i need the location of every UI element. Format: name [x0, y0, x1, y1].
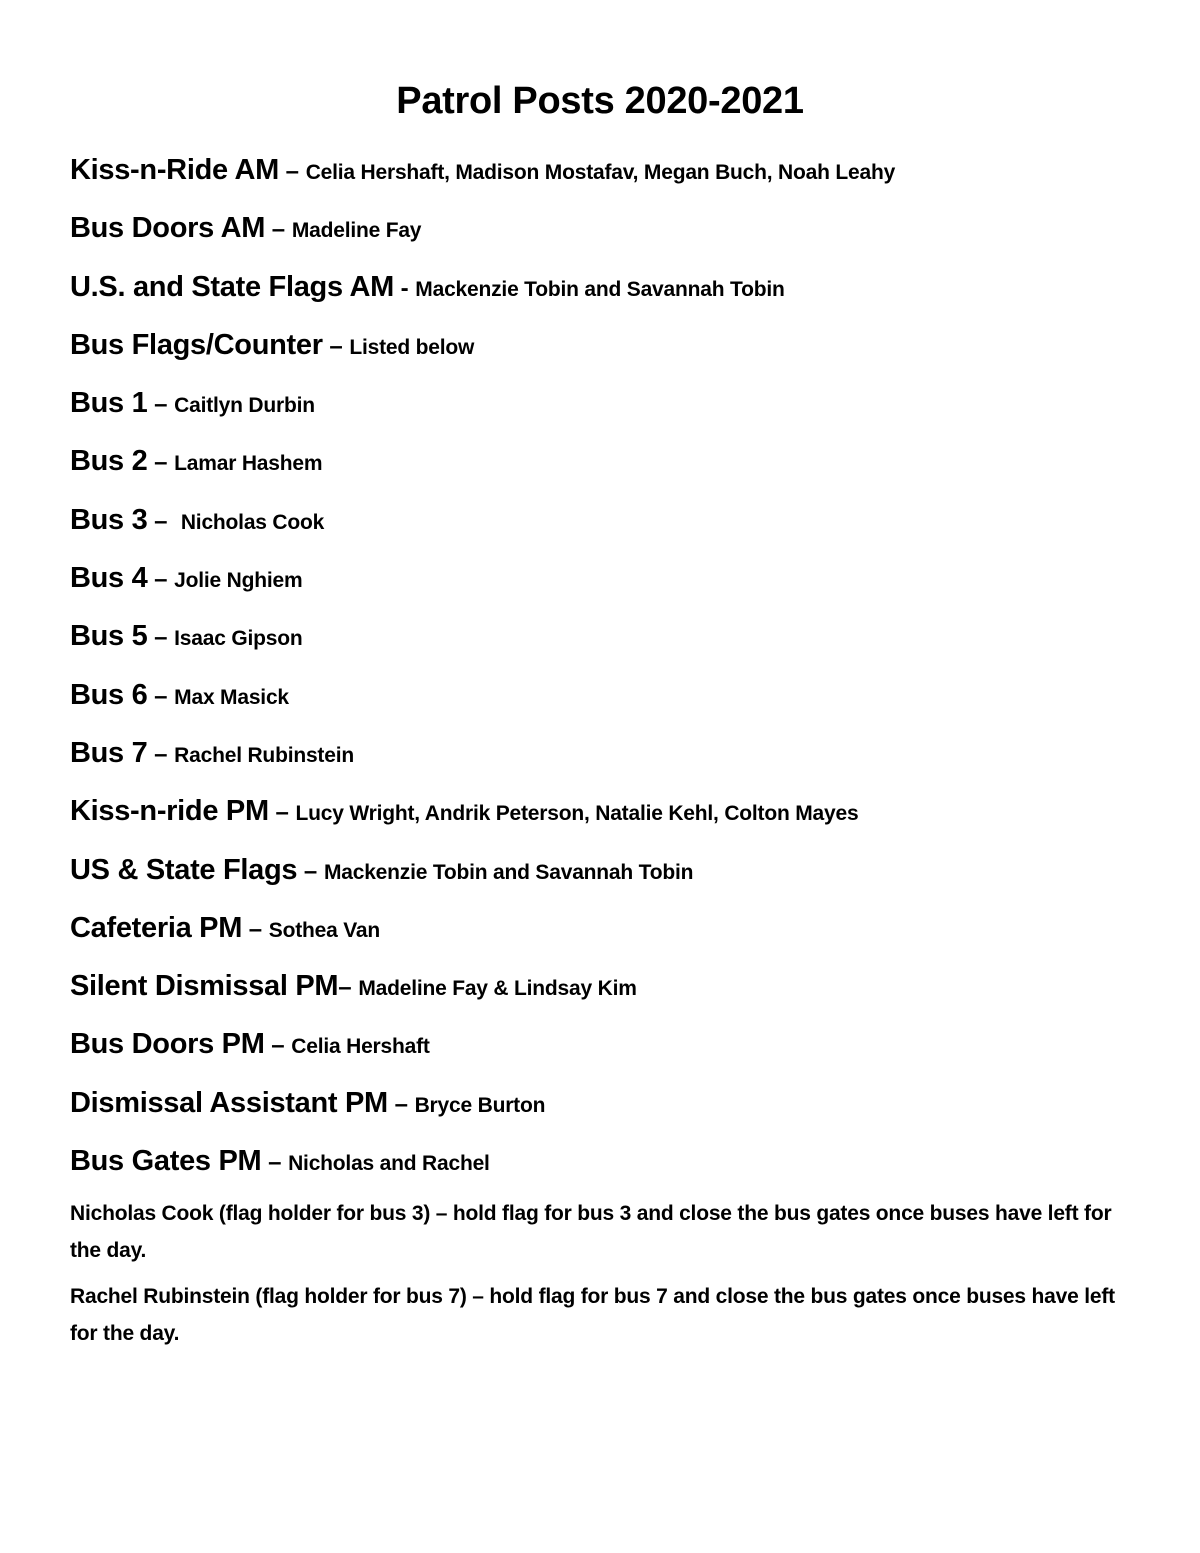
post-bus-1 — [70, 383, 1140, 441]
post-separator: – — [279, 158, 306, 185]
post-separator: – — [147, 740, 175, 768]
post-separator: – — [147, 507, 181, 535]
post-names: Mackenzie Tobin and Savannah Tobin — [415, 277, 785, 301]
post-label: Bus 3 — [70, 503, 148, 536]
post-names: Celia Hershaft, Madison Mostafav, Megan Buch, Noah Leahy — [305, 161, 896, 184]
post-names: Bryce Burton — [414, 1093, 546, 1117]
post-separator: – — [264, 1032, 292, 1060]
post-names: Caitlyn Durbin — [174, 394, 315, 418]
post-separator: – — [322, 332, 350, 360]
post-names: Jolie Nghiem — [174, 569, 303, 593]
post-separator: – — [147, 624, 175, 652]
post-names: Listed below — [349, 335, 475, 359]
post-bus-doors-am — [70, 208, 1140, 266]
post-label: Kiss-n-ride PM — [70, 795, 269, 828]
post-names: Sothea Van — [268, 918, 380, 942]
post-bus-doors-pm — [70, 1024, 1140, 1082]
post-separator: – — [147, 449, 175, 477]
post-bus-2 — [70, 441, 1140, 499]
post-separator: – — [147, 391, 175, 419]
post-bus-gates-pm — [70, 1141, 1140, 1199]
post-bus-3 — [70, 500, 1140, 558]
post-cafeteria-pm — [70, 908, 1140, 966]
post-names: Rachel Rubinstein — [174, 743, 354, 767]
post-names: Lamar Hashem — [174, 452, 323, 476]
post-label: Bus 4 — [70, 562, 148, 595]
post-names: Madeline Fay & Lindsay Kim — [358, 977, 637, 1001]
post-bus-5 — [70, 616, 1140, 674]
post-label: Bus Gates PM — [70, 1145, 262, 1178]
post-label: U.S. and State Flags AM — [70, 270, 394, 303]
patrol-posts-list — [70, 150, 1140, 1199]
post-bus-6 — [70, 675, 1140, 733]
post-label: Bus Doors PM — [70, 1028, 265, 1061]
post-separator: – — [265, 216, 292, 244]
post-names: Nicholas Cook — [180, 510, 325, 534]
post-separator: – — [297, 857, 324, 885]
post-dismissal-assistant-pm — [70, 1083, 1140, 1141]
post-label: Dismissal Assistant PM — [70, 1086, 388, 1119]
post-names: Max Masick — [174, 685, 289, 709]
post-label: Bus 2 — [70, 445, 148, 478]
notes-section — [70, 1195, 1130, 1361]
post-label: Cafeteria PM — [70, 911, 243, 944]
post-separator: – — [268, 799, 296, 827]
post-label: Bus 1 — [70, 387, 148, 420]
post-names: Madeline Fay — [291, 219, 422, 243]
post-bus-7 — [70, 733, 1140, 791]
post-label: US & State Flags — [70, 853, 298, 886]
note-bus-3-flag-holder: Nicholas Cook (flag holder for bus 3) – hold flag for bus 3 and close the bus gates once buses have left for the day. — [70, 1202, 1112, 1262]
post-names: Isaac Gipson — [174, 627, 303, 651]
post-kiss-n-ride-pm — [70, 791, 1140, 849]
post-names: Mackenzie Tobin and Savannah Tobin — [323, 860, 694, 884]
post-separator: – — [242, 915, 269, 943]
post-us-state-flags-am — [70, 267, 1140, 325]
post-separator: – — [147, 682, 175, 710]
post-kiss-n-ride-am — [70, 150, 1140, 208]
note-bus-7-flag-holder: Rachel Rubinstein (flag holder for bus 7) – hold flag for bus 7 and close the bus gates once buses have left for the day. — [70, 1285, 1115, 1345]
post-label: Bus Doors AM — [70, 212, 266, 245]
post-us-state-flags-pm — [70, 850, 1140, 908]
post-separator: – — [338, 974, 359, 1002]
post-label: Bus 6 — [70, 678, 148, 711]
post-label: Kiss-n-Ride AM — [70, 154, 280, 186]
post-separator: – — [387, 1090, 415, 1118]
post-silent-dismissal-pm — [70, 966, 1140, 1024]
post-bus-flags-counter — [70, 325, 1140, 383]
post-label: Silent Dismissal PM — [70, 970, 339, 1003]
page-title: Patrol Posts 2020-2021 — [396, 80, 804, 122]
post-names: Lucy Wright, Andrik Peterson, Natalie Kehl, Colton Mayes — [295, 802, 859, 826]
post-separator: – — [261, 1149, 289, 1177]
post-label: Bus 5 — [70, 620, 148, 653]
post-separator: - — [393, 274, 416, 302]
post-separator: – — [147, 566, 175, 594]
post-label: Bus Flags/Counter — [70, 328, 323, 361]
post-names: Celia Hershaft — [291, 1035, 430, 1059]
post-names: Nicholas and Rachel — [288, 1152, 490, 1176]
post-bus-4 — [70, 558, 1140, 616]
post-label: Bus 7 — [70, 736, 148, 769]
